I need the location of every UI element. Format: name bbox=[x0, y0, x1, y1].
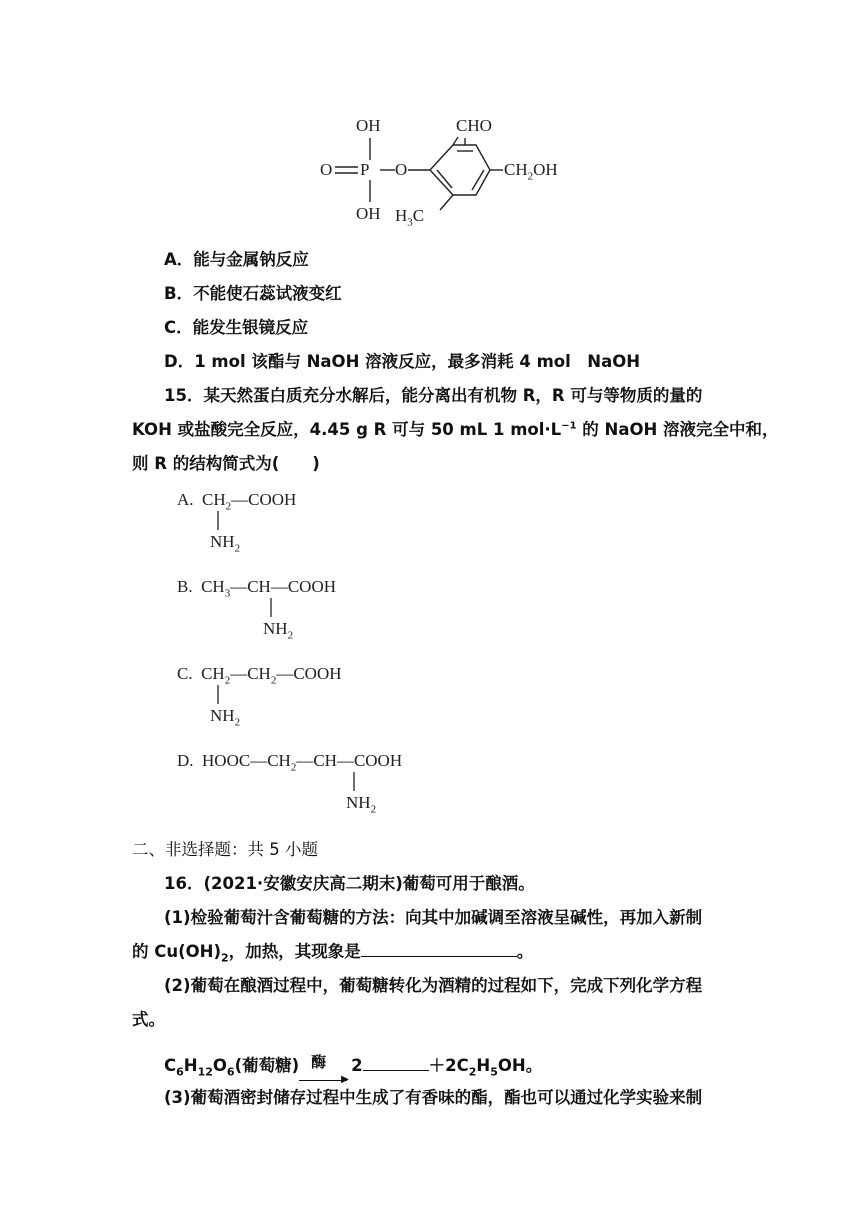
q16-part3-line1: (3)葡萄酒密封储存过程中生成了有香味的酯，酯也可以通过化学实验来制 bbox=[164, 1088, 703, 1107]
answer-blank-1[interactable] bbox=[361, 942, 517, 957]
section-heading: 二、非选择题：共 5 小题 bbox=[132, 840, 318, 859]
ch2oh-label: $CH_2OH$ bbox=[504, 160, 558, 183]
q15-choice-a[interactable]: A. $CH_2—COOH$ bbox=[177, 490, 297, 513]
q15-choice-c[interactable]: C. $CH_2—CH_2—COOH$ bbox=[177, 664, 342, 687]
h3c-label: $H_3C$ bbox=[395, 206, 425, 229]
q14-option-b: B．不能使石蕊试液变红 bbox=[164, 284, 342, 303]
enzyme-label: 酶 bbox=[311, 1053, 327, 1071]
q15-choice-b[interactable]: B. $CH_3—CH—COOH$ bbox=[177, 577, 337, 600]
q16-part1-line1: (1)检验葡萄汁含葡萄糖的方法：向其中加碱调至溶液呈碱性，再加入新制 bbox=[164, 908, 703, 927]
q15-choice-c-nh2: $NH_2$ bbox=[210, 706, 241, 729]
answer-blank-2[interactable] bbox=[363, 1056, 429, 1071]
q15-stem-line1: 15．某天然蛋白质充分水解后，能分离出有机物 R，R 可与等物质的量的 bbox=[164, 386, 703, 405]
q16-part1-line2: 的 $Cu(OH)_2$，加热，其现象是 。 bbox=[132, 942, 534, 965]
q16-title: 16．(2021·安徽安庆高二期末)葡萄可用于酿酒。 bbox=[164, 874, 535, 893]
q15-choice-d-nh2: $NH_2$ bbox=[346, 793, 377, 816]
q16-part2-line2: 式。 bbox=[132, 1010, 165, 1029]
q15-choice-b-nh2: $NH_2$ bbox=[263, 619, 294, 642]
p-label: P bbox=[360, 160, 370, 179]
oh-bottom-label: OH bbox=[356, 204, 381, 223]
q15-choice-d[interactable]: D. $HOOC—CH_2—CH—COOH$ bbox=[177, 751, 403, 774]
q16-part2-line1: (2)葡萄在酿酒过程中，葡萄糖转化为酒精的过程如下，完成下列化学方程 bbox=[164, 976, 703, 995]
q15-stem-line2: KOH 或盐酸完全反应，4.45 g R 可与 50 mL 1 $mol\cdot L^{-1}$ 的 NaOH 溶液完全中和， bbox=[132, 420, 779, 439]
eq-right: $+2C_2H_5OH$。 bbox=[428, 1056, 543, 1079]
q14-option-a: A．能与金属钠反应 bbox=[164, 250, 309, 269]
oh-top-label: OH bbox=[356, 116, 381, 135]
cho-label: CHO bbox=[456, 116, 492, 135]
o-double-label: O bbox=[320, 160, 333, 179]
o-link-label: O bbox=[395, 160, 408, 179]
q14-option-c: C．能发生银镜反应 bbox=[164, 318, 309, 337]
q15-stem-line3: 则 R 的结构简式为( ) bbox=[132, 454, 320, 473]
q16-equation: $C_6H_{12}O_6$(葡萄糖) 酶 ▶ $2 +2C_2H_5OH$。 bbox=[164, 1053, 543, 1085]
q15-choice-a-nh2: $NH_2$ bbox=[210, 532, 241, 555]
q14-option-d: D．1 mol 该酯与 NaOH 溶液反应，最多消耗 4 mol NaOH bbox=[164, 352, 641, 371]
